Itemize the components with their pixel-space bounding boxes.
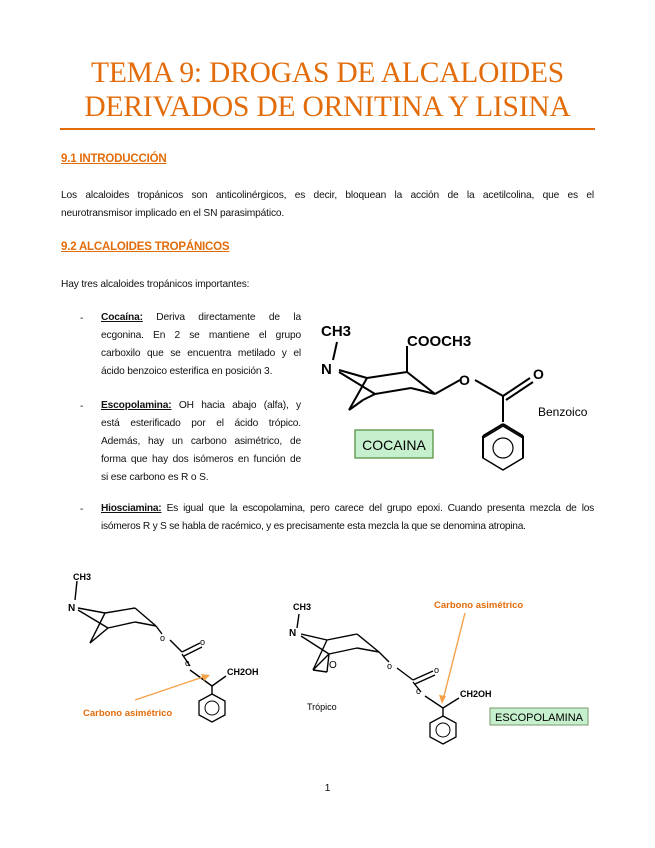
escopolamina-label: ESCOPOLAMINA	[494, 712, 584, 724]
asym-arrow	[135, 676, 206, 700]
intro-paragraph	[61, 187, 594, 223]
term-cocaina: Cocaína:	[101, 312, 143, 323]
cocaina-ch3: CH3	[321, 323, 352, 340]
hiosciamina-ester-o: o	[160, 633, 166, 643]
escopolamina-epoxy-o: O	[329, 660, 337, 671]
cocaina-structure	[315, 312, 615, 472]
page-number: 1	[324, 782, 331, 794]
intro-line-1: Los alcaloides tropánicos son anticolinérgicos, es decir, bloquean la acción de la acetilcolina, que es el	[61, 190, 594, 201]
cocaina-carbonyl-o: O	[533, 366, 544, 382]
hiosciamina-benzene-ring	[199, 694, 225, 722]
cocaina-line-4: ácido benzoico esterifica en posición 3.	[101, 366, 273, 377]
term-escopolamina: Escopolamina:	[101, 400, 172, 411]
title-line-2: DERIVADOS DE ORNITINA Y LISINA	[84, 91, 571, 123]
hiosciamina-carbonyl-o: o	[200, 637, 206, 647]
bullet-marker: -	[80, 313, 84, 324]
bullet-cocaina	[101, 309, 301, 381]
bullet-escopolamina	[101, 397, 301, 487]
intro-line-2: neurotransmisor implicado en el SN parasimpático.	[61, 208, 285, 219]
title-divider	[60, 128, 595, 130]
hiosciamina-carbon: c	[185, 658, 190, 668]
section-heading-alcaloides: 9.2 ALCALOIDES TROPÁNICOS	[61, 241, 230, 253]
bullet-marker: -	[80, 401, 84, 412]
escopolamina-ester-o: o	[387, 661, 393, 671]
title-line-1: TEMA 9: DROGAS DE ALCALOIDES	[91, 57, 564, 89]
cocaina-cooch3: COOCH3	[407, 333, 472, 350]
escopolamina-carbonyl-o: o	[434, 665, 440, 675]
cocaina-benzoico-label: Benzoico	[538, 405, 588, 419]
escopolamina-ch3: CH3	[293, 602, 312, 612]
alkaloids-intro: Hay tres alcaloides tropánicos importantes:	[61, 279, 250, 290]
escopolamina-line-4: forma que hay dos isómeros en función de	[101, 454, 301, 465]
hiosciamina-line-2: isómeros R y S se habla de racémico, y es precisamente esta mezcla la que se denomina atropina.	[101, 521, 526, 532]
hiosciamina-line-1: Es igual que la escopolamina, pero carece del grupo epoxi. Cuando presenta mezcla de los	[166, 503, 594, 514]
asym-carbon-label: Carbono asimétrico	[83, 708, 173, 719]
asym-carbon-label: Carbono asimétrico	[434, 600, 524, 611]
escopolamina-line-3: Además, hay un carbono asimétrico, de	[101, 436, 301, 447]
cocaina-label: COCAINA	[362, 437, 426, 453]
escopolamina-line-5: si ese carbono es R o S.	[101, 472, 209, 483]
bullet-hiosciamina	[101, 500, 594, 536]
cocaina-line-3: carboxilo que se encuentra metilado y el	[101, 348, 301, 359]
asym-arrow	[443, 613, 465, 700]
escopolamina-structure	[285, 596, 595, 746]
hiosciamina-n: N	[68, 603, 76, 614]
escopolamina-ch2oh: CH2OH	[460, 689, 492, 699]
escopolamina-line-1: OH hacia abajo (alfa), y	[178, 400, 301, 411]
asym-arrow-head	[439, 695, 446, 704]
cocaina-line-1: Deriva directamente de la	[156, 312, 301, 323]
escopolamina-carbon: c	[416, 686, 421, 696]
document-title	[0, 56, 655, 124]
cocaina-n: N	[321, 361, 332, 378]
tropico-label: Trópico	[307, 702, 337, 712]
cocaina-ester-o: O	[459, 372, 470, 388]
hiosciamina-ch3: CH3	[73, 572, 92, 582]
hiosciamina-ch2oh: CH2OH	[227, 667, 259, 677]
cocaina-line-2: ecgonina. En 2 se mantiene el grupo	[101, 330, 301, 341]
escopolamina-line-2: está esterificado por el ácido trópico.	[101, 418, 301, 429]
term-hiosciamina: Hiosciamina:	[101, 503, 162, 514]
bullet-marker: -	[80, 504, 84, 515]
section-heading-introduccion: 9.1 INTRODUCCIÓN	[61, 153, 167, 165]
escopolamina-benzene-ring	[430, 716, 456, 744]
escopolamina-n: N	[289, 628, 297, 639]
hiosciamina-structure	[60, 568, 285, 738]
